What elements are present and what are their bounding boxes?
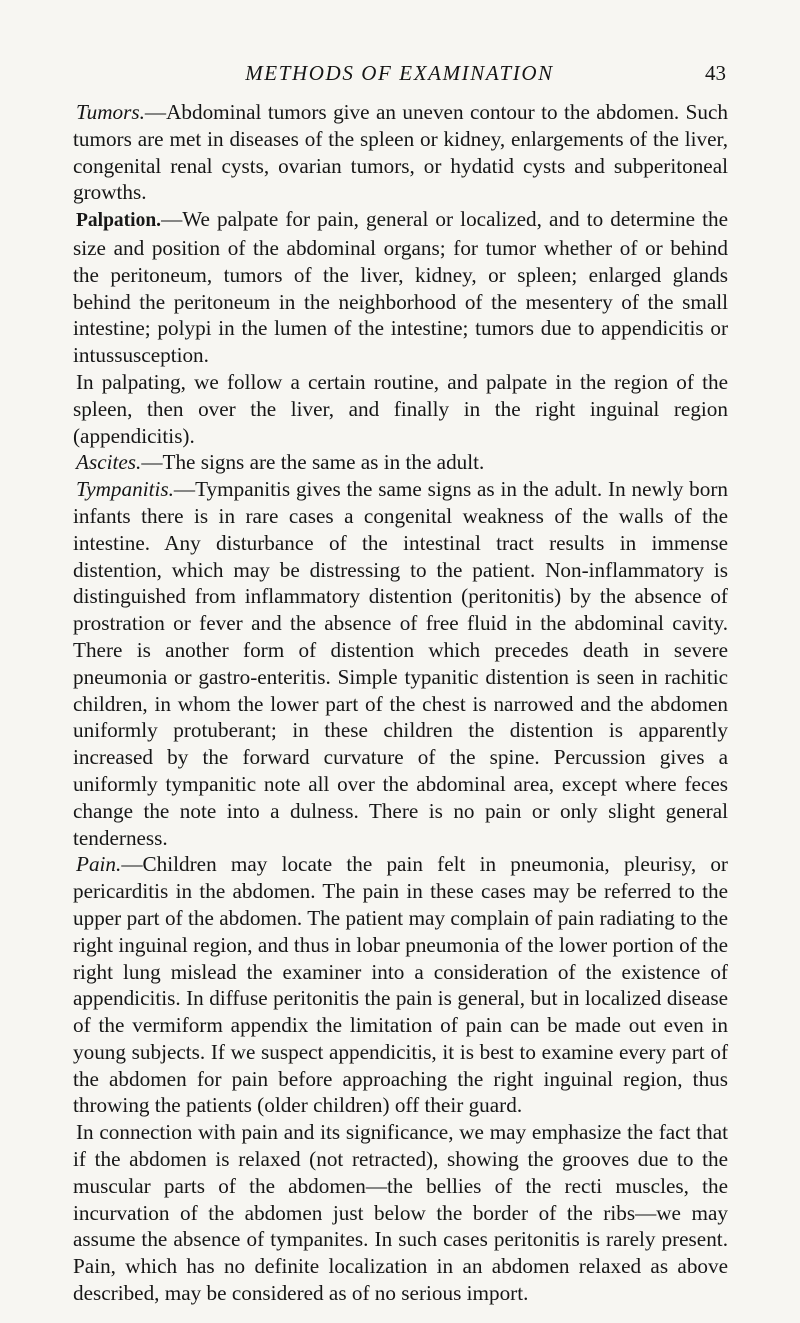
paragraph-lead-tympanitis: Tympanitis. [76, 477, 174, 502]
paragraph-text: In palpating, we follow a certain routine, and palpate in the region of the spleen, then over the liver, and finally in the right inguinal region (appendicitis). [73, 369, 728, 448]
paragraph-pain-significance [73, 1119, 728, 1307]
paragraph-text: —The signs are the same as in the adult. [141, 450, 485, 475]
body-text [73, 99, 728, 1307]
paragraph-lead-tumors: Tumors. [76, 100, 145, 124]
paragraph-palpation [73, 206, 728, 369]
paragraph-lead-ascites: Ascites. [76, 450, 142, 475]
page-number: 43 [705, 61, 726, 85]
running-title: METHODS OF EXAMINATION [245, 61, 554, 85]
paragraph-text: —Tympanitis gives the same signs as in the adult. In newly born infants there is in rare cases a congenital weakness of the walls of the intestine. Any disturbance of the intestinal tract results in immense distention, which may be distressing to the patient. Non-inflammatory is distinguished from inflammatory distention (peritonitis) by the absence of prostration or fever and the absence of free fluid in the abdominal cavity. There is another form of distention which precedes death in severe pneumonia or gastro-enteritis. Simple typanitic distention is seen in rachitic children, in whom the lower part of the chest is narrowed and the abdomen uniformly protuberant; in these children the distention is apparently increased by the forward curvature of the spine. Percussion gives a uniformly tympanitic note all over the abdominal area, except where feces change the note into a dulness. There is no pain or only slight general tenderness. [73, 477, 728, 850]
paragraph-ascites [73, 449, 728, 476]
paragraph-tumors [73, 99, 728, 206]
paragraph-tympanitis [73, 476, 728, 851]
paragraph-text: In connection with pain and its significance, we may emphasize the fact that if the abdomen is relaxed (not retracted), showing the grooves due to the muscular parts of the abdomen—the bellies of the recti muscles, the incurvation of the abdomen just below the border of the ribs—we may assume the absence of tympanites. In such cases peritonitis is rarely present. Pain, which has no definite localization in an abdomen relaxed as above described, may be considered as of no serious import. [73, 1120, 728, 1306]
running-head [73, 58, 726, 88]
paragraph-lead-palpation: Palpation. [76, 210, 162, 232]
paragraph-pain [73, 851, 728, 1119]
paragraph-palpation-routine [73, 369, 728, 449]
paragraph-lead-pain: Pain. [76, 852, 122, 877]
paragraph-text: —We palpate for pain, general or localized, and to determine the size and position of the abdominal organs; for tumor whether of or behind the peritoneum, tumors of the liver, kidney, or spleen; enlarged glands behind the peritoneum in the neighborhood of the mesentery of the small intestine; polypi in the lumen of the intestine; tumors due to appendicitis or intussusception. [73, 207, 728, 368]
paragraph-text: —Children may locate the pain felt in pneumonia, pleurisy, or pericarditis in the abdomen. The pain in these cases may be referred to the upper part of the abdomen. The patient may complain of pain radiating to the right inguinal region, and thus in lobar pneumonia of the lower portion of the right lung mislead the examiner into a consideration of the existence of appendicitis. In diffuse peritonitis the pain is general, but in localized disease of the vermiform appendix the limitation of pain can be made out even in young subjects. If we suspect appendicitis, it is best to examine every part of the abdomen for pain before approaching the right inguinal region, thus throwing the patients (older children) off their guard. [73, 852, 728, 1118]
paragraph-text: —Abdominal tumors give an uneven contour to the abdomen. Such tumors are met in diseases of the spleen or kidney, enlargements of the liver, congenital renal cysts, ovarian tumors, or hydatid cysts and subperitoneal growths. [73, 100, 728, 205]
